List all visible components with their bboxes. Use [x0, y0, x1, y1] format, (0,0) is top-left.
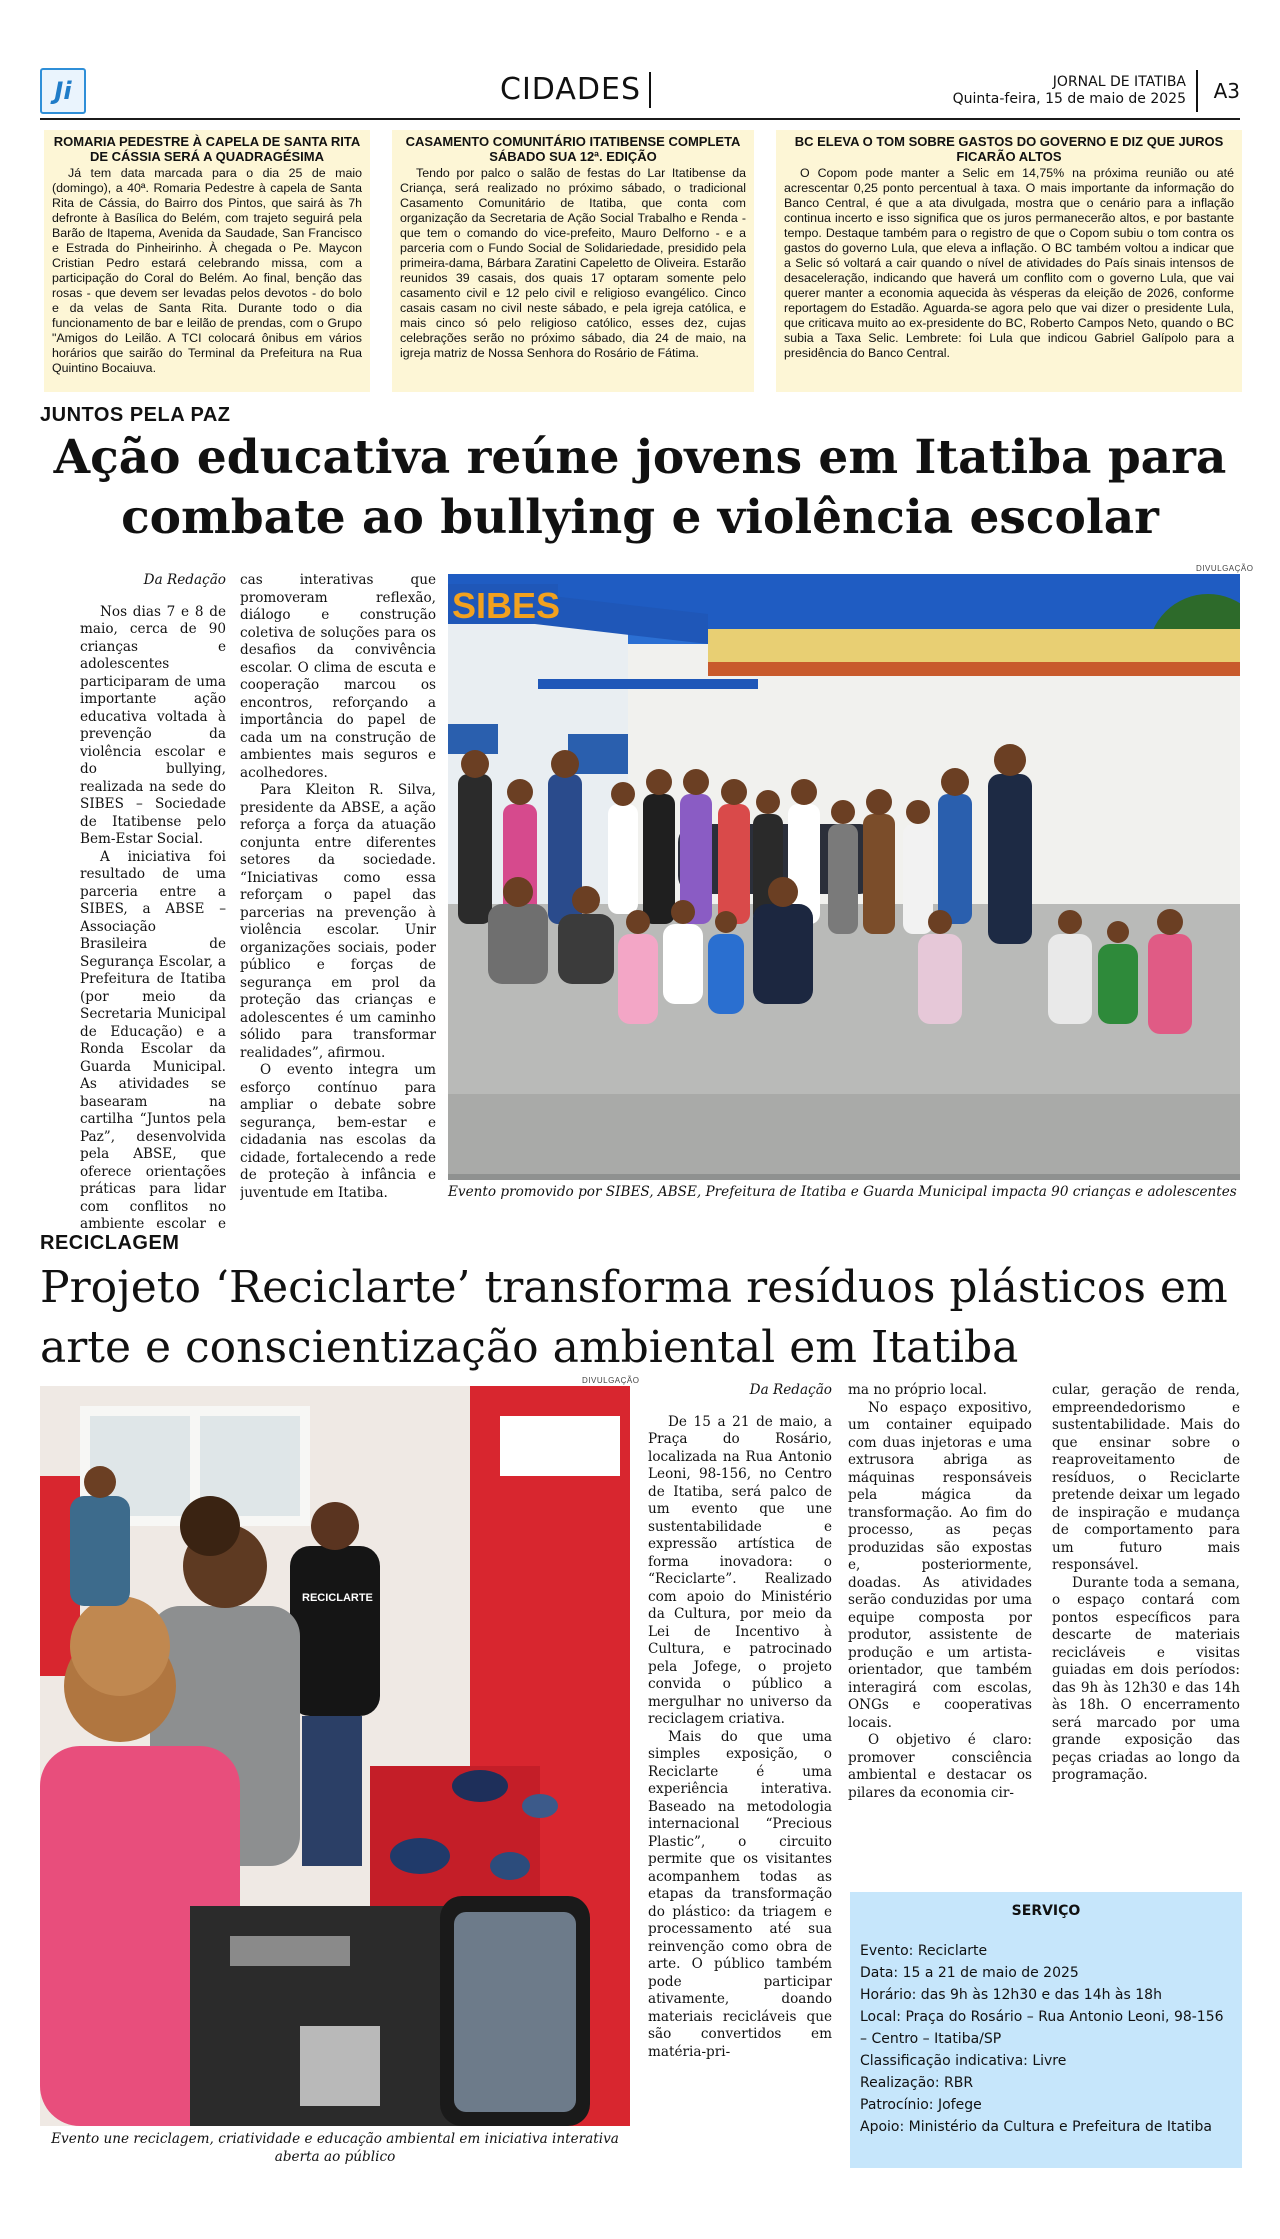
- paragraph: O evento integra um esforço contínuo para ampliar o debate sobre segurança, bem-estar e cidadania nas escolas da cidade, fortalecendo a rede de proteção à infância e juventude em Itatiba.: [240, 1062, 436, 1201]
- paragraph: cas interativas que promoveram reflexão, diálogo e construção coletiva de soluções para os desafios da convivência escolar. O clima de escuta e cooperação marcou os encontros, reforçando a importância do papel de cada um na construção de ambientes mais seguros e acolhedores.: [240, 572, 436, 781]
- article-column: [1052, 1382, 1240, 1892]
- article-column: [848, 1382, 1032, 1892]
- shirt-text: RECICLARTE: [302, 1592, 373, 1604]
- paragraph: ma no próprio local.: [848, 1382, 987, 1398]
- paper-name: JORNAL DE ITATIBA: [1052, 74, 1186, 90]
- service-row: Classificação indicativa: Livre: [860, 2053, 1067, 2069]
- service-row: Horário: das 9h às 12h30 e das 14h às 18h: [860, 1987, 1162, 2003]
- section-name: CIDADES: [500, 72, 651, 108]
- recycling-photo: [40, 1386, 630, 2126]
- article-column: [240, 572, 436, 1232]
- photo-caption: Evento promovido por SIBES, ABSE, Prefeitura de Itatiba e Guarda Municipal impacta 90 crianças e adolescentes: [448, 1184, 1237, 1200]
- page-header: [40, 64, 1240, 120]
- page-number: A3: [1196, 70, 1240, 112]
- photo-sign: SIBES: [452, 585, 561, 626]
- service-row: Evento: Reciclarte: [860, 1943, 988, 1959]
- paragraph: Nos dias 7 e 8 de maio, cerca de 90 crianças e adolescentes participaram de uma importante ação educativa voltada à prevenção da violência escolar e do bullying, realizada na sede do SIBES – Sociedade de Itatibense pelo Bem-Estar Social.: [80, 603, 226, 847]
- brief-casamento: [392, 130, 754, 392]
- service-row: – Centro – Itatiba/SP: [860, 2031, 1002, 2047]
- service-row: Data: 15 a 21 de maio de 2025: [860, 1965, 1079, 1981]
- service-row: Realização: RBR: [860, 2075, 974, 2091]
- service-box: [850, 1892, 1242, 2168]
- paragraph: No espaço expositivo, um container equipado com duas injetoras e uma extrusora abriga as máquinas responsáveis pela mágica da transformação. Ao fim do processo, as peças produzidas são expostas e, posteriormente, doadas. As atividades serão conduzidas por uma equipe composta por produtor, assistente de produção e um artista-orientador, que também interagirá com escolas, ONGs e cooperativas locais.: [848, 1399, 1032, 1731]
- service-row: Apoio: Ministério da Cultura e Prefeitura de Itatiba: [860, 2119, 1212, 2135]
- service-row: Local: Praça do Rosário – Rua Antonio Leoni, 98-156: [860, 2009, 1224, 2025]
- brief-romaria: [44, 130, 370, 392]
- brief-text: Tendo por palco o salão de festas do Lar Itatibense da Criança, será realizado no próximo sábado, o tradicional Casamento Comunitário de Itatiba, que conta com organização da Secretaria de Ação Social Trabalho e Renda - que tem o comando do vice-prefeito, Mauro Delforno - e a parceria com o Fundo Social de Solidariedade, presidido pela primeira-dama, Bárbara Zaratini Capeletto de Oliveira. Estarão reunidos 39 casais, dos quais 17 optaram somente pelo casamento civil e 12 pelo civil e religioso evangélico. Cinco casais casam no civil neste sábado, e pela igreja católica, e mais cinco só pelo religioso católico, esses dez, cujas celebrações serão no próximo sábado, dia 24 de maio, na igreja matriz de Nossa Senhora do Rosário de Fátima.: [400, 166, 746, 360]
- article-column: [648, 1382, 832, 2162]
- article-column: [80, 572, 226, 1232]
- edition-date: Quinta-feira, 15 de maio de 2025: [952, 91, 1186, 107]
- article-headline: Projeto ‘Reciclarte’ transforma resíduos plásticos em arte e conscientização ambiental em Itatiba: [40, 1262, 1228, 1373]
- byline: Da Redação: [143, 572, 226, 588]
- group-photo: [448, 574, 1240, 1180]
- service-row: Patrocínio: Jofege: [860, 2097, 982, 2113]
- paragraph: Durante toda a semana, o espaço contará com pontos específicos para descarte de materiais recicláveis e visitas guiadas em dois períodos: das 9h às 12h30 e das 14h às 18h. O encerramento será marcado por uma grande exposição das peças criadas ao longo da programação.: [1052, 1574, 1240, 1783]
- brief-text: Já tem data marcada para o dia 25 de maio (domingo), a 40ª. Romaria Pedestre à capela de Santa Rita de Cássia, do Bairro dos Pintos, que sairá às 7h defronte à Basílica do Belém, com trajeto seguirá pela Barão de Itapema, Avenida da Saudade, San Francisco e Estrada do Pinheirinho. À chegada o Pe. Maycon Cristian Pedro estará celebrando missa, com a participação do Coral do Belém. Ao final, benção das rosas - que devem ser levadas pelos devotos - do bolo e da velas de Santa Rita. Durante todo o dia funcionamento de bar e leilão de prendas, com o Grupo "Amigos do Leilão. A TCI colocará ônibus em vários horários que sairão do Terminal da Prefeitura na Rua Quintino Bocaiuva.: [52, 166, 362, 375]
- paragraph: A iniciativa foi resultado de uma parceria entre a SIBES, a ABSE – Associação Brasileira de Segurança Escolar, a Prefeitura de Itatiba (por meio da Secretaria Municipal de Educação) e a Ronda Escolar da Guarda Municipal. As atividades se basearam na cartilha “Juntos pela Paz”, desenvolvida pela ABSE, que oferece orientações práticas para lidar com conflitos no ambiente escolar e: [80, 848, 226, 1232]
- newspaper-logo: Ji: [40, 68, 86, 114]
- brief-title: CASAMENTO COMUNITÁRIO ITATIBENSE COMPLETA SÁBADO SUA 12ª. EDIÇÃO: [405, 134, 741, 164]
- brief-title: ROMARIA PEDESTRE À CAPELA DE SANTA RITA DE CÁSSIA SERÁ A QUADRAGÉSIMA: [53, 134, 361, 164]
- photo-caption: Evento une reciclagem, criatividade e educação ambiental em iniciativa interativa aberta ao público: [51, 2131, 619, 2165]
- article-kicker: JUNTOS PELA PAZ: [40, 404, 231, 426]
- brief-title: BC ELEVA O TOM SOBRE GASTOS DO GOVERNO E DIZ QUE JUROS FICARÃO ALTOS: [794, 134, 1224, 164]
- brief-text: O Copom pode manter a Selic em 14,75% na próxima reunião ou até acrescentar 0,25 ponto percentual à taxa. O mais importante da informação do Banco Central, é que a ata divulgada, mostra que o cenário para a inflação continua incerto e isso significa que os juros permanecerão altos, e por bastante tempo. Destaque também para o registro de que o Copom subiu o tom contra os gastos do governo Lula, que eleva a inflação. O BC também voltou a indicar que a Selic só voltará a cair quando o nível de atividades do País sinais intensos de desaceleração, indicando que haverá um conflito com o governo Lula, que vai querer manter a economia aquecida às vésperas da eleição de 2026, conforme reportagem do Estadão. Aguarda-se agora pelo que vai dizer o presidente Lula, que criticava muito ao ex-presidente do BC, Roberto Campos Neto, quando o BC subia a Taxa Selic. Lembrete: foi Lula que indicou Gabriel Galípolo para a presidência do Banco Central.: [784, 166, 1234, 360]
- paragraph: Mais do que uma simples exposição, o Reciclarte é uma experiência interativa. Baseado na metodologia internacional “Precious Plastic”, o circuito permite que os visitantes acompanhem todas as etapas da transformação do plástico: da triagem e processamento até sua reinvenção como obra de arte. O público também pode participar ativamente, doando materiais recicláveis que são convertidos em matéria-pri-: [648, 1728, 832, 2060]
- photo-credit: DIVULGAÇÃO: [582, 1376, 640, 1385]
- paragraph: O objetivo é claro: promover consciência ambiental e destacar os pilares da economia cir-: [848, 1732, 1032, 1801]
- service-title: SERVIÇO: [1011, 1903, 1081, 1919]
- paper-info: [953, 74, 1186, 108]
- paragraph: De 15 a 21 de maio, a Praça do Rosário, localizada na Rua Antonio Leoni, 98-156, no Centro de Itatiba, será palco de um evento que une sustentabilidade e expressão artística de forma inovadora: o “Reciclarte”. Realizado com apoio do Ministério da Cultura, por meio da Lei de Incentivo à Cultura, e patrocinado pela Jofege, o projeto convida o público a mergulhar no universo da reciclagem criativa.: [648, 1413, 832, 1727]
- paragraph: cular, geração de renda, empreendedorismo e sustentabilidade. Mais do que ensinar sobre o reaproveitamento de resíduos, o Reciclarte pretende deixar um legado de inspiração e mudança de comportamento para um futuro mais responsável.: [1052, 1382, 1240, 1573]
- article-headline: Ação educativa reúne jovens em Itatiba para combate ao bullying e violência escolar: [53, 430, 1227, 545]
- brief-bc-juros: [776, 130, 1242, 392]
- article-kicker: RECICLAGEM: [40, 1232, 180, 1254]
- group-photo-illustration: [448, 574, 1240, 1180]
- byline: Da Redação: [749, 1382, 832, 1398]
- photo-credit: DIVULGAÇÃO: [1196, 564, 1254, 573]
- paragraph: Para Kleiton R. Silva, presidente da ABSE, a ação reforça a força da atuação conjunta entre diferentes setores da sociedade. “Iniciativas como essa reforçam o papel das parcerias na prevenção à violência escolar. Unir organizações sociais, poder público e forças de segurança em prol da proteção das crianças e adolescentes é um caminho sólido para transformar realidades”, afirmou.: [240, 782, 436, 1061]
- recycling-photo-illustration: [40, 1386, 630, 2126]
